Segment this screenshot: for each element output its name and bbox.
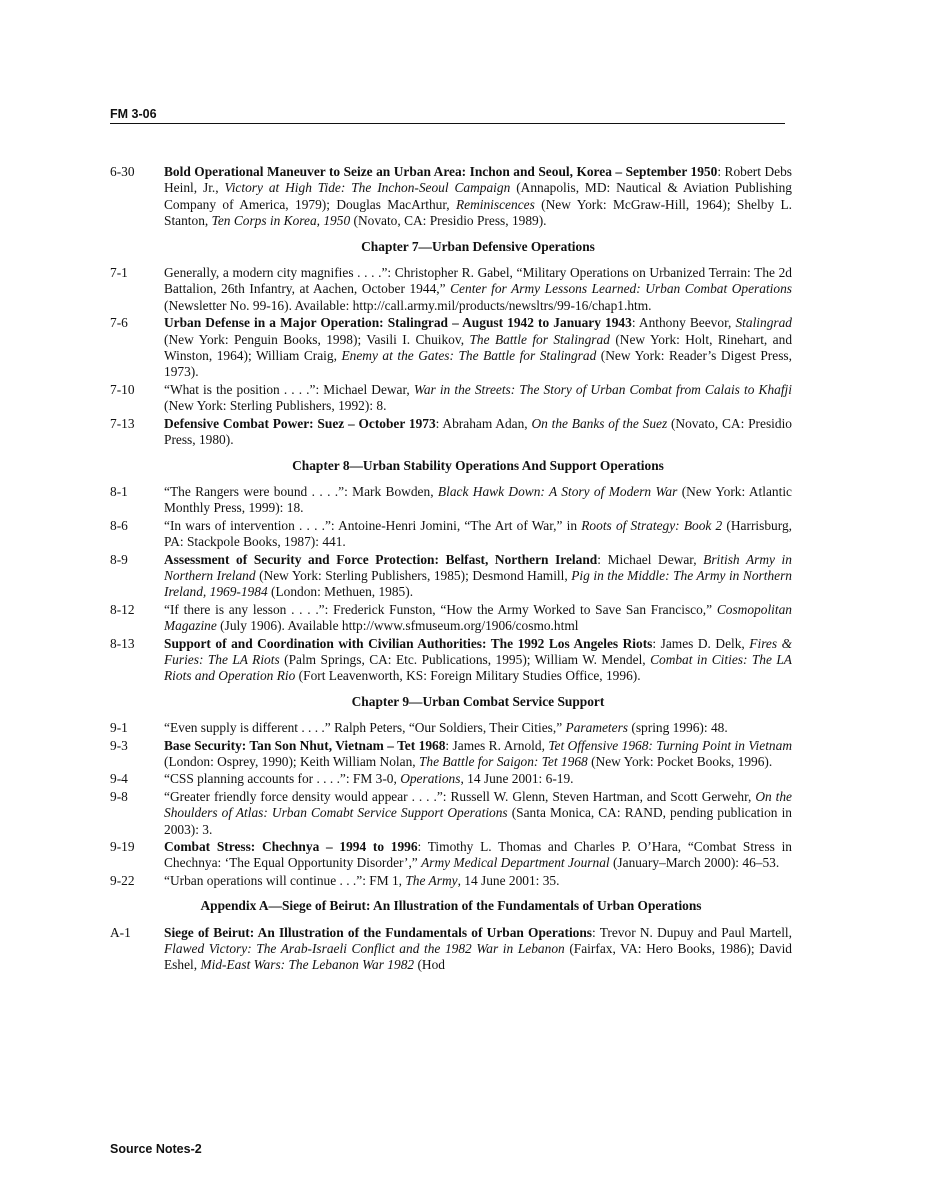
source-note	[110, 720, 792, 736]
source-notes-body	[110, 164, 792, 975]
note-number: 8-13	[110, 635, 135, 651]
source-note	[110, 315, 792, 381]
note-number: 9-8	[110, 788, 128, 804]
note-text: Generally, a modern city magnifies . . . .”: Christopher R. Gabel, “Military Operations on Urbanized Terrain: The 2d Battalion, 26th Infantry, at Aachen, October 1944,” Center for Army Lessons Learned: Urban Combat Operations (Newsletter No. 99-16). Available: http://call.army.mil/products/newsltrs/99-16/chap1.htm.	[164, 265, 792, 313]
note-text: “In wars of intervention . . . .”: Antoine-Henri Jomini, “The Art of War,” in Roots of Strategy: Book 2 (Harrisburg, PA: Stackpole Books, 1987): 441.	[164, 517, 792, 550]
source-note	[110, 839, 792, 872]
note-text: Assessment of Security and Force Protection: Belfast, Northern Ireland: Michael Dewar, British Army in Northern Ireland (New York: Sterling Publishers, 1985); Desmond Hamill, Pig in the Middle: The Army in Northern Ireland, 1969-1984 (London: Methuen, 1985).	[164, 551, 792, 600]
note-number: 8-12	[110, 601, 135, 617]
note-text: Defensive Combat Power: Suez – October 1973: Abraham Adan, On the Banks of the Suez (Novato, CA: Presidio Press, 1980).	[164, 415, 793, 448]
section-heading: Appendix A—Siege of Beirut: An Illustration of the Fundamentals of Urban Operations	[200, 898, 702, 914]
section-heading: Chapter 7—Urban Defensive Operations	[361, 238, 595, 254]
note-text: “Urban operations will continue . . .”: FM 1, The Army, 14 June 2001: 35.	[164, 872, 560, 888]
note-number: 9-3	[110, 737, 128, 753]
note-text: Urban Defense in a Major Operation: Stalingrad – August 1942 to January 1943: Anthony Beevor, Stalingrad (New York: Penguin Books, 1998); Vasili I. Chuikov, The Battle for Stalingrad (New York: Holt, Rinehart, and Winston, 1964); William Craig, Enemy at the Gates: The Battle for Stalingrad (New York: Reader’s Digest Press, 1973).	[164, 315, 793, 380]
source-note	[110, 552, 792, 601]
note-number: A-1	[110, 924, 131, 940]
source-note	[110, 636, 792, 685]
source-note	[110, 265, 792, 314]
source-note	[110, 738, 792, 771]
note-text: “If there is any lesson . . . .”: Frederick Funston, “How the Army Worked to Save San Francisco,” Cosmopolitan Magazine (July 1906). Available http://www.sfmuseum.org/1906/cosmo.html	[164, 601, 792, 634]
note-text: “CSS planning accounts for . . . .”: FM 3-0, Operations, 14 June 2001: 6-19.	[164, 771, 574, 787]
note-text: Combat Stress: Chechnya – 1994 to 1996: Timothy L. Thomas and Charles P. O’Hara, “Combat Stress in Chechnya: ‘The Equal Opportunity Disorder’,” Army Medical Department Journal (January–March 2000): 46–53.	[164, 839, 792, 871]
note-text: “What is the position . . . .”: Michael Dewar, War in the Streets: The Story of Urban Combat from Calais to Khafji (New York: Sterling Publishers, 1992): 8.	[164, 381, 793, 414]
note-number: 8-1	[110, 483, 128, 499]
source-note	[110, 873, 792, 889]
note-number: 9-22	[110, 872, 135, 888]
note-text: “Greater friendly force density would appear . . . .”: Russell W. Glenn, Steven Hartman, and Scott Gerwehr, On the Shoulders of Atlas: Urban Comabt Service Support Operations (Santa Monica, CA: RAND, pending publication in 2003): 3.	[164, 788, 792, 837]
note-text: Support of and Coordination with Civilian Authorities: The 1992 Los Angeles Riots: James D. Delk, Fires & Furies: The LA Riots (Palm Springs, CA: Etc. Publications, 1995); William W. Mendel, Combat in Cities: The LA Riots and Operation Rio (Fort Leavenworth, KS: Foreign Military Studies Office, 1996).	[164, 635, 792, 684]
source-note	[110, 789, 792, 838]
running-header	[110, 106, 785, 124]
note-text: Base Security: Tan Son Nhut, Vietnam – Tet 1968: James R. Arnold, Tet Offensive 1968: Turning Point in Vietnam (London: Osprey, 1990); Keith William Nolan, The Battle for Saigon: Tet 1968 (New York: Pocket Books, 1996).	[164, 737, 792, 769]
note-number: 7-10	[110, 381, 135, 397]
source-note	[110, 771, 792, 787]
note-number: 9-1	[110, 720, 128, 736]
note-number: 8-6	[110, 517, 128, 533]
note-number: 8-9	[110, 551, 128, 567]
note-number: 6-30	[110, 164, 135, 179]
page-footer: Source Notes-2	[110, 1142, 202, 1156]
note-text: “Even supply is different . . . .” Ralph Peters, “Our Soldiers, Their Cities,” Parameters (spring 1996): 48.	[164, 720, 728, 736]
source-note	[110, 484, 792, 517]
note-number: 7-1	[110, 265, 128, 281]
note-number: 9-4	[110, 771, 128, 787]
source-note	[110, 416, 792, 449]
source-note	[110, 518, 792, 551]
note-number: 7-13	[110, 415, 135, 431]
note-number: 9-19	[110, 839, 135, 855]
note-text: Siege of Beirut: An Illustration of the Fundamentals of Urban Operations: Trevor N. Dupuy and Paul Martell, Flawed Victory: The Arab-Israeli Conflict and the 1982 War in Lebanon (Fairfax, VA: Hero Books, 1986); David Eshel, Mid-East Wars: The Lebanon War 1982 (Hod	[164, 924, 792, 973]
note-text: Bold Operational Maneuver to Seize an Urban Area: Inchon and Seoul, Korea – September 1950: Robert Debs Heinl, Jr., Victory at High Tide: The Inchon-Seoul Campaign (Annapolis, MD: Nautical & Aviation Publishing Company of America, 1979); Douglas MacArthur, Reminiscences (New York: McGraw-Hill, 1964); Shelby L. Stanton, Ten Corps in Korea, 1950 (Novato, CA: Presidio Press, 1989).	[164, 164, 792, 229]
source-note	[110, 925, 792, 974]
source-note	[110, 602, 792, 635]
section-heading: Chapter 9—Urban Combat Service Support	[351, 693, 605, 709]
note-number: 7-6	[110, 315, 128, 331]
manual-number: FM 3-06	[110, 107, 165, 121]
section-heading: Chapter 8—Urban Stability Operations And Support Operations	[292, 457, 664, 473]
source-note	[110, 164, 792, 230]
note-text: “The Rangers were bound . . . .”: Mark Bowden, Black Hawk Down: A Story of Modern War (New York: Atlantic Monthly Press, 1999): 18.	[164, 483, 792, 516]
source-note	[110, 382, 792, 415]
